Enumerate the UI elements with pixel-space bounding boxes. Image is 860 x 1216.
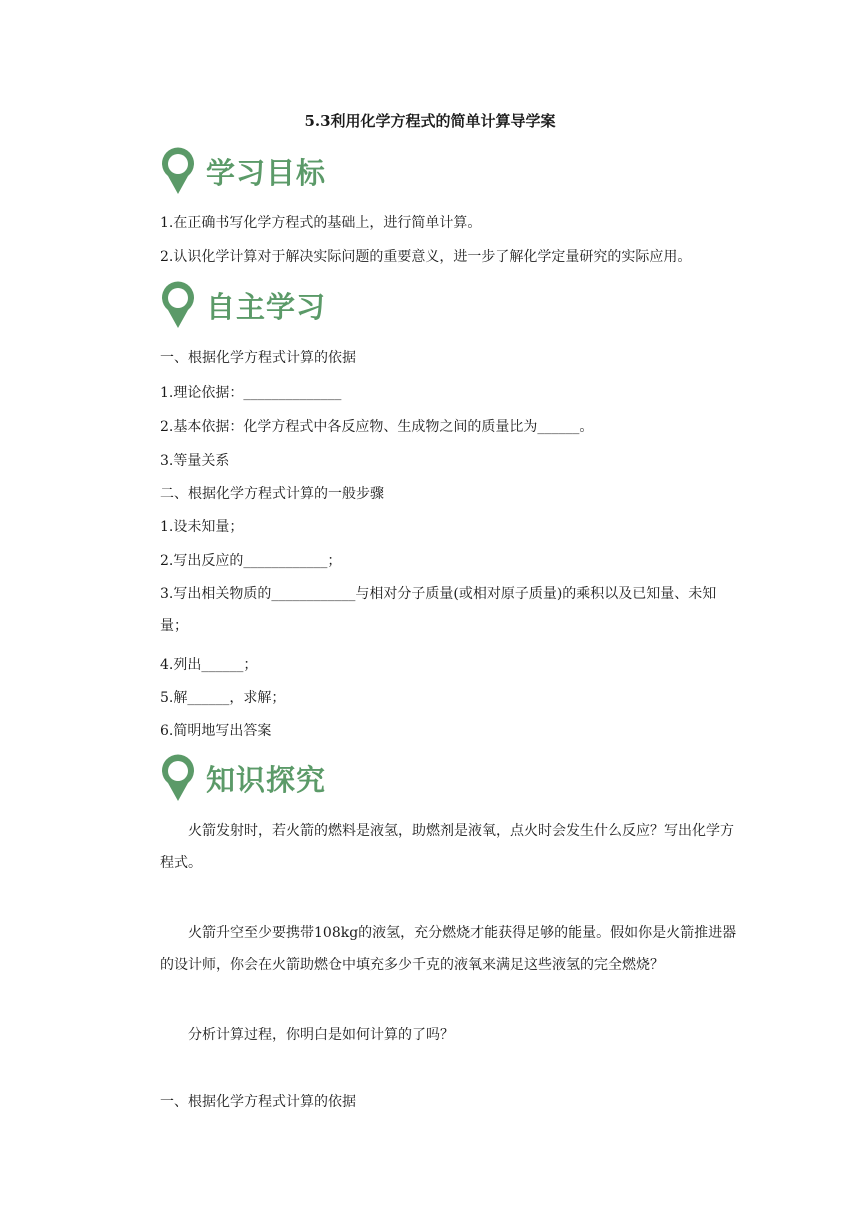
study-line: 1.设未知量；: [160, 519, 244, 535]
location-pin-icon: [160, 146, 196, 196]
study-line: 6.简明地写出答案: [160, 723, 272, 739]
document-title: 5.3利用化学方程式的简单计算导学案: [304, 112, 556, 130]
study-line: 二、根据化学方程式计算的一般步骤: [160, 486, 384, 502]
section-heading-text: 知识探究: [206, 762, 327, 797]
study-line: 1.理论依据：______________: [160, 385, 342, 401]
study-line: 3.等量关系: [160, 453, 230, 469]
study-line: 2.写出反应的____________；: [160, 553, 342, 569]
goal-line: 2.认识化学计算对于解决实际问题的重要意义，进一步了解化学定量研究的实际应用。: [160, 249, 692, 265]
section-heading-explore: [160, 753, 326, 803]
section-heading-goals: [160, 146, 326, 196]
explore-paragraph: 分析计算过程，你明白是如何计算的了吗？: [188, 1027, 454, 1043]
study-line: 2.基本依据：化学方程式中各反应物、生成物之间的质量比为______。: [160, 419, 594, 435]
study-line: 3.写出相关物质的____________与相对分子质量(或相对原子质量)的乘积以及已知量、未知量；: [160, 586, 717, 634]
study-line: 4.列出______；: [160, 657, 258, 673]
explore-paragraph: 火箭发射时，若火箭的燃料是液氢，助燃剂是液氧，点火时会发生什么反应？写出化学方程式。: [160, 823, 734, 871]
section-heading-text: 学习目标: [206, 155, 327, 190]
section-heading-self-study: [160, 280, 326, 330]
study-line: 一、根据化学方程式计算的依据: [160, 350, 356, 366]
goal-line: 1.在正确书写化学方程式的基础上，进行简单计算。: [160, 215, 482, 231]
explore-paragraph: 一、根据化学方程式计算的依据: [160, 1094, 356, 1110]
section-heading-text: 自主学习: [206, 289, 327, 324]
location-pin-icon: [160, 280, 196, 330]
location-pin-icon: [160, 753, 196, 803]
explore-paragraph: 火箭升空至少要携带108kg的液氢，充分燃烧才能获得足够的能量。假如你是火箭推进器的设计师，你会在火箭助燃仓中填充多少千克的液氧来满足这些液氢的完全燃烧？: [160, 925, 737, 973]
study-line: 5.解______，求解；: [160, 690, 286, 706]
